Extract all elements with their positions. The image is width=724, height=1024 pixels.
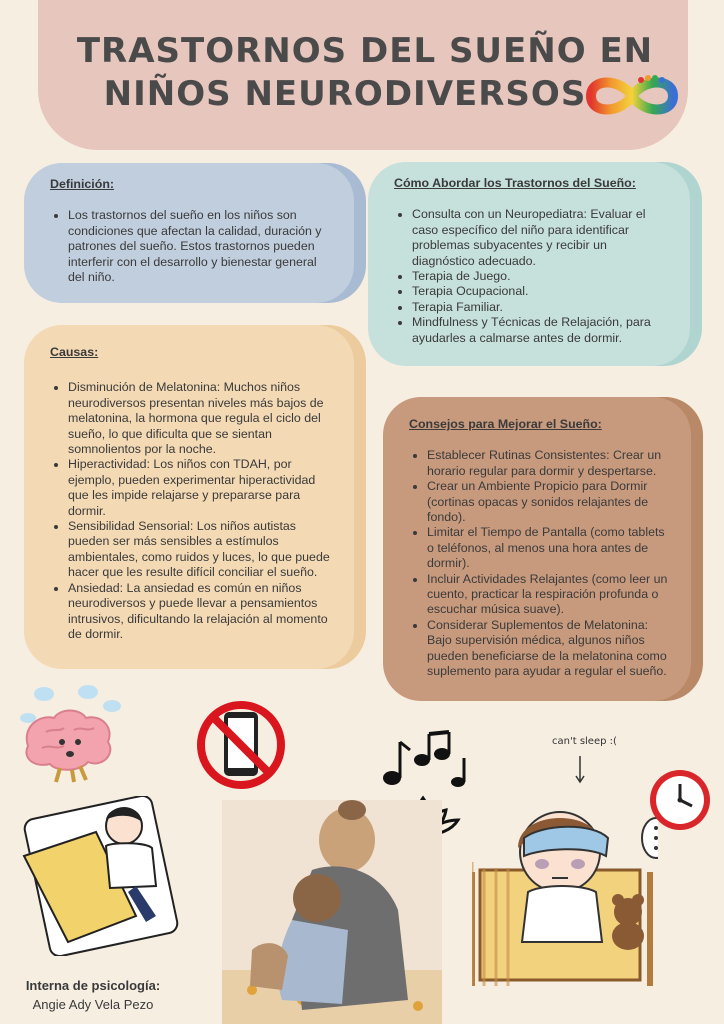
causas-card <box>24 325 354 669</box>
list-item: • Ansiedad: La ansiedad es común en niños neurodiversos y puede llevar a pensamientos intrusivos, dificultando la relajación al momento de dormir. <box>68 581 332 643</box>
abordar-list <box>394 207 668 346</box>
definicion-list <box>50 208 332 285</box>
list-item: • Mindfulness y Técnicas de Relajación, para ayudarles a calmarse antes de dormir. <box>412 315 668 346</box>
causas-heading: Causas: <box>50 345 99 359</box>
list-item: • Terapia de Juego. <box>412 269 668 284</box>
list-item: • Disminución de Melatonina: Muchos niños neurodiversos presentan niveles más bajos de melatonina, la hormona que regula el ciclo del sueño, lo que dificulta que se sientan somnolientos por la noche. <box>68 380 332 457</box>
cant-sleep-note: can't sleep :( <box>552 736 617 747</box>
abordar-card <box>368 162 690 366</box>
title-line-1: TRASTORNOS DEL SUEÑO EN <box>76 31 654 71</box>
definicion-card <box>24 163 354 303</box>
list-item: • Limitar el Tiempo de Pantalla (como tablets o teléfonos, al menos una hora antes de dormir). <box>427 525 669 571</box>
list-item: • Consulta con un Neuropediatra: Evaluar el caso específico del niño para identificar problemas subyacentes y recibir un diagnóstico adecuado. <box>412 207 668 269</box>
list-item: • Terapia Familiar. <box>412 300 668 315</box>
title-line-2: NIÑOS NEURODIVERSOS <box>103 74 587 114</box>
no-phone-icon <box>194 698 288 792</box>
abordar-heading: Cómo Abordar los Trastornos del Sueño: <box>394 176 636 190</box>
mother-hugging-child-photo <box>222 800 442 1024</box>
list-item: • Crear un Ambiente Propicio para Dormir (cortinas opacas y sonidos relajantes de fondo). <box>427 479 669 525</box>
music-notes-icon <box>380 730 472 792</box>
list-item: • Terapia Ocupacional. <box>412 284 668 299</box>
causas-list <box>50 380 332 642</box>
consejos-heading: Consejos para Mejorar el Sueño: <box>409 417 602 431</box>
list-item: • Considerar Suplementos de Melatonina: Bajo supervisión médica, algunos niños pueden beneficiarse de la melatonina como suplemento para ayudar a regular el sueño. <box>427 618 669 680</box>
credit-name: Angie Ady Vela Pezo <box>32 997 154 1012</box>
cant-sleep-kid-illustration <box>472 752 658 986</box>
list-item: • Incluir Actividades Relajantes (como leer un cuento, practicar la respiración profunda o escuchar música suave). <box>427 572 669 618</box>
neurodiversity-infinity-icon <box>585 72 679 120</box>
alarm-clock-icon <box>646 766 714 832</box>
definicion-heading: Definición: <box>50 177 115 191</box>
list-item: • Sensibilidad Sensorial: Los niños autistas pueden ser más sensibles a estímulos ambientales, como ruidos y luces, lo que puede hacer que les resulte difícil conciliar el sueño. <box>68 519 332 581</box>
list-item: • Hiperactividad: Los niños con TDAH, por ejemplo, pueden experimentar hiperactividad que les impide relajarse y prepararse para dormir. <box>68 457 332 519</box>
anxious-brain-icon <box>16 684 128 784</box>
consejos-card <box>383 397 691 701</box>
author-credit <box>18 976 168 1014</box>
consejos-list <box>409 448 669 679</box>
list-item: • Establecer Rutinas Consistentes: Crear un horario regular para dormir y despertarse. <box>427 448 669 479</box>
sleeping-child-illustration <box>16 796 186 956</box>
page-title <box>70 30 660 116</box>
list-item: • Los trastornos del sueño en los niños son condiciones que afectan la calidad, duración y patrones del sueño. Estos trastornos pueden interferir con el desarrollo y bienestar general del niño. <box>68 208 332 285</box>
credit-role: Interna de psicología: <box>25 978 161 993</box>
